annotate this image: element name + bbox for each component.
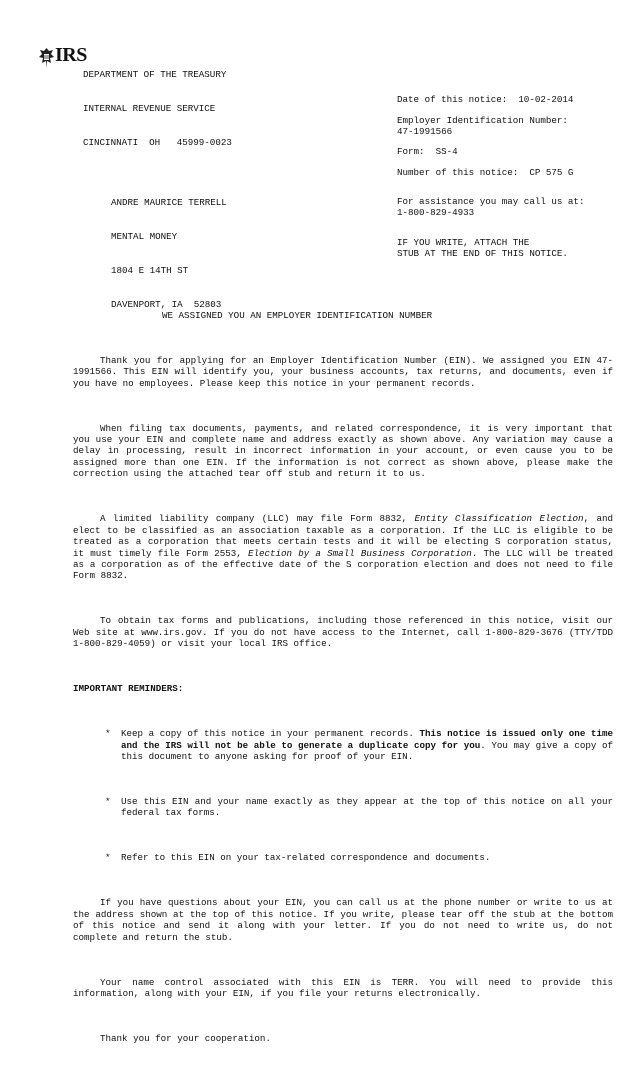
bullet: * (105, 796, 111, 807)
agency-city: CINCINNATI OH 45999-0023 (83, 137, 232, 149)
form-2553-title: Election by a Small Business Corporation (247, 547, 472, 559)
recipient-street: 1804 E 14TH ST (111, 265, 189, 277)
notice-date: Date of this notice: 10-02-2014 (397, 94, 574, 105)
recipient-name: ANDRE MAURICE TERRELL (111, 196, 227, 208)
recipient-company: MENTAL MONEY (111, 231, 178, 243)
reminder-item: * Use this EIN and your name exactly as they appear at the top of this notice on all your federal tax forms. (105, 796, 613, 819)
duplicate-warning: This notice is issued only one time and the IRS will not be able to generate a duplicate copy for you (121, 728, 613, 751)
bullet: * (105, 728, 111, 740)
notice-title: WE ASSIGNED YOU AN EMPLOYER IDENTIFICATION NUMBER (162, 310, 433, 321)
paragraph-ein-assigned: Thank you for applying for an Employer Identification Number (EIN). We assigned you EIN 47-1991566. This EIN will identify you, your business accounts, tax returns, and documents, even if you have no employees. Please keep this notice in your permanent records. (73, 354, 613, 389)
assistance-phone: 1-800-829-4933 (397, 207, 475, 218)
agency-header (83, 46, 232, 160)
reminder-item: * Refer to this EIN on your tax-related correspondence and documents. (105, 852, 491, 864)
recipient-address (111, 174, 227, 322)
write-instruction-1: IF YOU WRITE, ATTACH THE (397, 237, 530, 248)
irs-eagle-logo-icon (38, 47, 55, 69)
ein-label: Employer Identification Number: (397, 115, 568, 126)
form-label: Form: SS-4 (397, 146, 458, 157)
service-name: INTERNAL REVENUE SERVICE (83, 103, 216, 115)
assistance-label: For assistance you may call us at: (397, 196, 585, 207)
irs-logo-text: IRS (55, 44, 87, 66)
paragraph-questions: If you have questions about your EIN, you can call us at the phone number or write to us at the address shown at the top of this notice. If you write, please tear off the stub at the bottom of this notice and send it along with your letter. If you do not need to write us, do not complete and return the stub. (73, 897, 613, 943)
notice-number: Number of this notice: CP 575 G (397, 167, 574, 178)
form-8832-title: Entity Classification Election (414, 513, 584, 525)
paragraph-thanks: Thank you for your cooperation. (100, 1033, 271, 1045)
paragraph-filing: When filing tax documents, payments, and related correspondence, it is very important that you use your EIN and complete name and address exactly as shown above. Any variation may cause a delay in processing, result in incorrect information in your account, or even cause you to be assigned more than one EIN. If the information is not correct as shown above, please make the correction using the attached tear off stub and return it to us. (73, 422, 613, 480)
notice-body (73, 332, 613, 1067)
ein-value: 47-1991566 (397, 126, 453, 137)
reminders-heading: IMPORTANT REMINDERS: (73, 683, 184, 695)
paragraph-llc: A limited liability company (LLC) may file Form 8832, Entity Classification Election, and elect to be classified as an association taxable as a corporation. If the LLC is eligible to be treated as a corporation that meets certain tests and it will be electing S corporation status, it must timely file Form 2553, Election by a Small Business Corporation. The LLC will be treated as a corporation as of the effective date of the S corporation election and does not need to file Form 8832. (73, 513, 614, 582)
department-name: DEPARTMENT OF THE TREASURY (83, 68, 227, 80)
recipient-city: DAVENPORT, IA 52803 (111, 299, 222, 311)
reminder-item: * Keep a copy of this notice in your permanent records. This notice is issued only one time and the IRS will not be able to generate a duplicate copy for you. You may give a copy of this document to anyone asking for proof of your EIN. (105, 728, 613, 762)
paragraph-name-control: Your name control associated with this EIN is TERR. You will need to provide this information, along with your EIN, if you file your returns electronically. (73, 976, 613, 1000)
paragraph-forms: To obtain tax forms and publications, including those referenced in this notice, visit our Web site at www.irs.gov. If you do not have access to the Internet, call 1-800-829-3676 (TTY/TDD 1-800-829-4059) or visit your local IRS office. (73, 615, 613, 650)
write-instruction-2: STUB AT THE END OF THIS NOTICE. (397, 248, 568, 259)
bullet: * (105, 852, 111, 864)
